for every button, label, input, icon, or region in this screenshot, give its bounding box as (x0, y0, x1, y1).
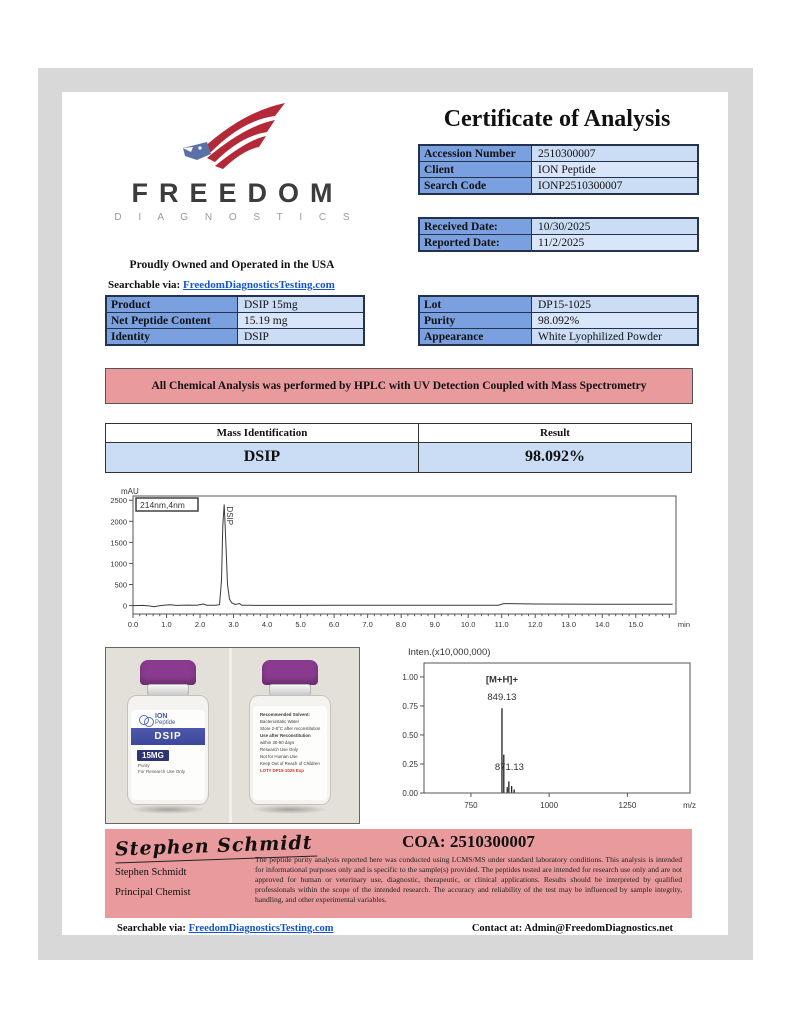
accession-number-value: 2510300007 (532, 146, 697, 161)
svg-text:8.0: 8.0 (395, 620, 407, 629)
svg-text:1000: 1000 (110, 559, 127, 569)
table-row (420, 162, 697, 178)
disclaimer-text: The peptide purity analysis reported here was conducted using LCMS/MS under standard laboratory conditions. This analysis is intended for informational purposes only and is specific to the sample(s) provided. The peptides tested are intended for research use only and are not approved for human or veterinary use, diagnostic, therapeutic, or clinical applications. Results should be interpreted by qualified professionals within the scope of the intended research. The accuracy and reliability of the test may be influenced by sample integrity, handling, and other experimental variables. (255, 855, 682, 905)
svg-text:500: 500 (114, 580, 127, 590)
svg-text:750: 750 (464, 801, 478, 810)
signature-script: Stephen Schmidt (115, 831, 317, 863)
table-row (107, 329, 363, 344)
page-title: Certificate of Analysis (443, 106, 671, 132)
lot-label: Lot (420, 297, 532, 312)
chemist-title: Principal Chemist (115, 887, 191, 898)
svg-text:11.0: 11.0 (494, 620, 509, 629)
product-label: Product (107, 297, 238, 312)
signature-block (105, 829, 692, 918)
svg-text:14.0: 14.0 (594, 620, 610, 629)
svg-text:DSIP: DSIP (225, 506, 235, 526)
net-peptide-content-label: Net Peptide Content (107, 313, 238, 328)
product-table (105, 295, 365, 346)
net-peptide-content-value: 15.19 mg (238, 313, 363, 328)
vial-cap (140, 660, 196, 685)
svg-text:7.0: 7.0 (362, 620, 373, 629)
mass-table-data-row (106, 443, 691, 472)
svg-text:0.25: 0.25 (402, 759, 418, 769)
svg-text:4.0: 4.0 (261, 620, 273, 629)
page-footer (62, 923, 728, 934)
svg-text:2000: 2000 (110, 517, 127, 527)
ion-circles-icon (139, 715, 153, 725)
svg-text:0: 0 (122, 601, 127, 611)
analysis-method-banner: All Chemical Analysis was performed by HPLC with UV Detection Coupled with Mass Spectrometry (105, 368, 693, 404)
mass-identification-header: Mass Identification (106, 424, 419, 442)
vial-brand-sub: Peptide (155, 720, 176, 726)
result-header: Result (540, 427, 570, 439)
coa-column (255, 832, 682, 905)
table-row (107, 313, 363, 329)
mass-table-header-row (106, 424, 691, 443)
accession-number-label: Accession Number (420, 146, 532, 161)
purity-label: Purity (420, 313, 532, 328)
svg-text:m/z: m/z (683, 801, 696, 810)
client-label: Client (420, 162, 532, 177)
vial-front-label (131, 710, 205, 800)
table-row (107, 297, 363, 313)
table-row (420, 313, 697, 329)
svg-text:5.0: 5.0 (295, 620, 306, 629)
svg-text:1500: 1500 (110, 538, 127, 548)
table-row (420, 235, 697, 250)
searchable-link[interactable]: FreedomDiagnosticsTesting.com (182, 279, 335, 291)
received-date-label: Received Date: (420, 219, 532, 234)
svg-text:3.0: 3.0 (228, 620, 239, 629)
reported-date-value: 11/2/2025 (532, 235, 697, 250)
client-value: ION Peptide (532, 162, 697, 177)
company-logo (98, 98, 366, 223)
svg-text:1.0: 1.0 (161, 620, 172, 629)
product-vial-photo (105, 647, 360, 824)
vial-product-name: DSIP (131, 728, 205, 745)
lot-table (418, 295, 699, 346)
tagline: Proudly Owned and Operated in the USA (129, 259, 335, 271)
table-row (420, 329, 697, 344)
vial-cap (262, 660, 318, 685)
vial-back (244, 660, 336, 810)
vial-research-line: For Research Use Only (138, 769, 186, 774)
result-value: 98.092% (524, 448, 585, 465)
footer-searchable-link[interactable]: FreedomDiagnosticsTesting.com (188, 923, 334, 934)
certificate-page (62, 92, 728, 935)
svg-text:min: min (677, 620, 690, 629)
vial-body (249, 695, 331, 805)
svg-text:2.0: 2.0 (194, 620, 206, 629)
vial-brand: ION (155, 713, 168, 720)
signature-column (114, 831, 313, 898)
purity-value: 98.092% (532, 313, 697, 328)
svg-text:0.50: 0.50 (402, 730, 418, 740)
dates-table (418, 217, 699, 252)
svg-text:13.0: 13.0 (561, 620, 577, 629)
lot-value: DP15-1025 (532, 297, 697, 312)
footer-searchable: Searchable via: FreedomDiagnosticsTesting.com (117, 923, 334, 934)
logo-wordmark: FREEDOM (131, 178, 344, 208)
footer-contact: Contact at: Admin@FreedomDiagnostics.net (471, 923, 673, 934)
vial-body (127, 695, 209, 805)
searchable-line (108, 279, 335, 291)
svg-text:1.00: 1.00 (402, 672, 418, 682)
svg-text:9.0: 9.0 (429, 620, 440, 629)
mass-spectrum (388, 643, 700, 822)
svg-text:214nm,4nm: 214nm,4nm (140, 500, 185, 510)
vial-strength: 15MG (137, 750, 169, 761)
identity-value: DSIP (238, 329, 363, 344)
search-code-value: IONP2510300007 (532, 178, 697, 193)
accession-table (418, 144, 699, 195)
svg-text:0.0: 0.0 (127, 620, 139, 629)
mass-identification-value: DSIP (106, 443, 419, 472)
coa-number: COA: 2510300007 (402, 832, 535, 851)
table-row (420, 297, 697, 313)
table-row (420, 219, 697, 235)
svg-text:10.0: 10.0 (460, 620, 476, 629)
table-row (420, 146, 697, 162)
svg-text:0.75: 0.75 (402, 701, 418, 711)
vial-back-label: Recommended Solvent: Bacteriostatic Water Store 2-8°C after reconstitution Use after Reconstitution within 30-90 days Research Use Only Not for Human Use Keep Out of Reach of Children LOT# DP15-1025 Exp (253, 706, 327, 800)
vial-lot-line: LOT# DP15-1025 Exp (260, 768, 304, 773)
svg-text:mAU: mAU (121, 487, 139, 496)
received-date-value: 10/30/2025 (532, 219, 697, 234)
vial-front (122, 660, 214, 810)
searchable-prefix: Searchable via: (108, 279, 181, 291)
svg-text:[M+H]+: [M+H]+ (485, 674, 519, 686)
svg-text:0.00: 0.00 (402, 789, 418, 798)
photo-divider (229, 648, 232, 823)
chemist-name: Stephen Schmidt (115, 867, 187, 878)
svg-text:849.13: 849.13 (487, 692, 517, 704)
appearance-label: Appearance (420, 329, 532, 344)
vial-purity-line: Purity (138, 763, 150, 768)
hplc-chromatogram (103, 486, 692, 636)
svg-text:12.0: 12.0 (527, 620, 543, 629)
identity-label: Identity (107, 329, 238, 344)
svg-text:1250: 1250 (618, 801, 637, 810)
svg-text:1000: 1000 (540, 801, 559, 810)
svg-text:6.0: 6.0 (328, 620, 340, 629)
mass-identification-table (105, 423, 692, 473)
search-code-label: Search Code (420, 178, 532, 193)
logo-subtitle: D I A G N O S T I C S (114, 212, 357, 223)
svg-text:15.0: 15.0 (628, 620, 644, 629)
appearance-value: White Lyophilized Powder (532, 329, 697, 344)
table-row (420, 178, 697, 193)
svg-text:2500: 2500 (110, 496, 127, 506)
product-value: DSIP 15mg (238, 297, 363, 312)
reported-date-label: Reported Date: (420, 235, 532, 250)
ion-peptide-logo (131, 710, 205, 728)
svg-text:871.13: 871.13 (494, 761, 524, 773)
svg-text:Inten.(x10,000,000): Inten.(x10,000,000) (408, 647, 491, 658)
eagle-icon (167, 98, 297, 176)
